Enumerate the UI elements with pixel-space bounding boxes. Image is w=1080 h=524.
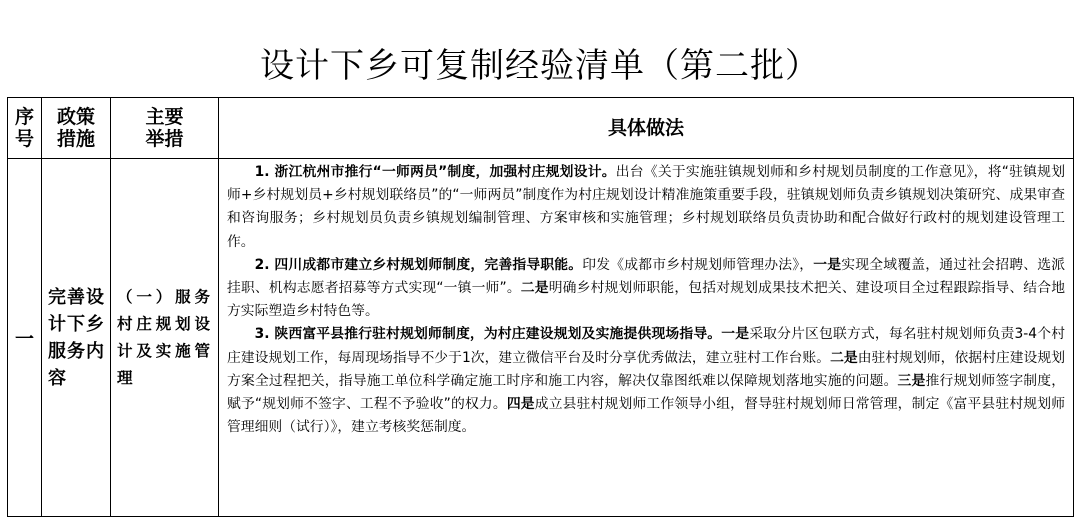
detail-paragraph-1 [227,161,1065,254]
paragraph-1-text: 出台《关于实施驻镇规划师和乡村规划员制度的工作意见》，将“驻镇规划师+乡村规划员+乡村规划联络员”的“一师两员”制度作为村庄规划设计精准施策重要手段，驻镇规划师负责乡镇规划决策研究、成果审查和咨询服务；乡村规划员负责乡镇规划编制管理、方案审核和实施管理；乡村规划联络员负责协助和配合做好行政村的规划建设管理工作。 [227,164,1066,250]
paragraph-3-keyword-1: 一是 [721,326,750,343]
detail-paragraph-2 [227,254,1065,324]
row-policy: 完善设计下乡服务内容 [42,159,111,517]
paragraph-3-text-4: 成立县驻村规划师工作领导小组，督导驻村规划师日常管理，制定《富平县驻村规划师管理细则（试行）》，建立考核奖惩制度。 [227,396,1066,436]
paragraph-2-keyword-2: 二是 [520,280,549,297]
paragraph-2-keyword-1: 一是 [813,256,842,273]
paragraph-3-keyword-4: 四是 [506,396,535,413]
header-seq: 序号 [8,98,42,159]
header-policy: 政策措施 [42,98,111,159]
paragraph-3-lead: 3. 陕西富平县推行驻村规划师制度，为村庄建设规划及实施提供现场指导。 [254,326,722,343]
table-row [8,159,1074,517]
experience-table [7,97,1074,517]
table-header-row [8,98,1074,159]
paragraph-2-lead: 2. 四川成都市建立乡村规划师制度，完善指导职能。 [254,256,583,273]
document-title: 设计下乡可复制经验清单（第二批） [260,46,820,86]
row-detail [219,159,1074,517]
paragraph-2-text-3: 明确乡村规划师职能，包括对规划成果技术把关、建设项目全过程跟踪指导、结合地方实际塑造乡村特色等。 [227,280,1066,320]
row-seq: 一 [8,159,42,517]
paragraph-3-text-2: 由驻村规划师，依据村庄建设规划方案全过程把关，指导施工单位科学确定施工时序和施工内容，解决仅靠图纸难以保障规划落地实施的问题。 [227,349,1065,389]
paragraph-3-text-3: 推行规划师签字制度，赋予“规划师不签字、工程不予验收”的权力。 [227,372,1066,413]
paragraph-3-text-1: 采取分片区包联方式，每名驻村规划师负责3-4个村庄建设规划工作，每周现场指导不少于1次，建立微信平台及时分享优秀做法，建立驻村工作台账。 [227,326,1065,366]
paragraph-3-keyword-2: 二是 [830,349,858,366]
paragraph-1-lead: 1. 浙江杭州市推行“一师两员”制度，加强村庄规划设计。 [254,164,616,180]
detail-paragraph-3 [227,323,1065,439]
paragraph-2-text-1: 印发《成都市乡村规划师管理办法》， [582,256,814,273]
header-detail: 具体做法 [219,98,1074,159]
row-measure: （一）服务村庄规划设计及实施管理 [111,159,219,517]
header-measure: 主要举措 [111,98,219,159]
paragraph-3-keyword-3: 三是 [897,372,926,389]
paragraph-2-text-2: 实现全域覆盖，通过社会招聘、选派挂职、机构志愿者招募等方式实现“一镇一师”。 [227,256,1065,297]
